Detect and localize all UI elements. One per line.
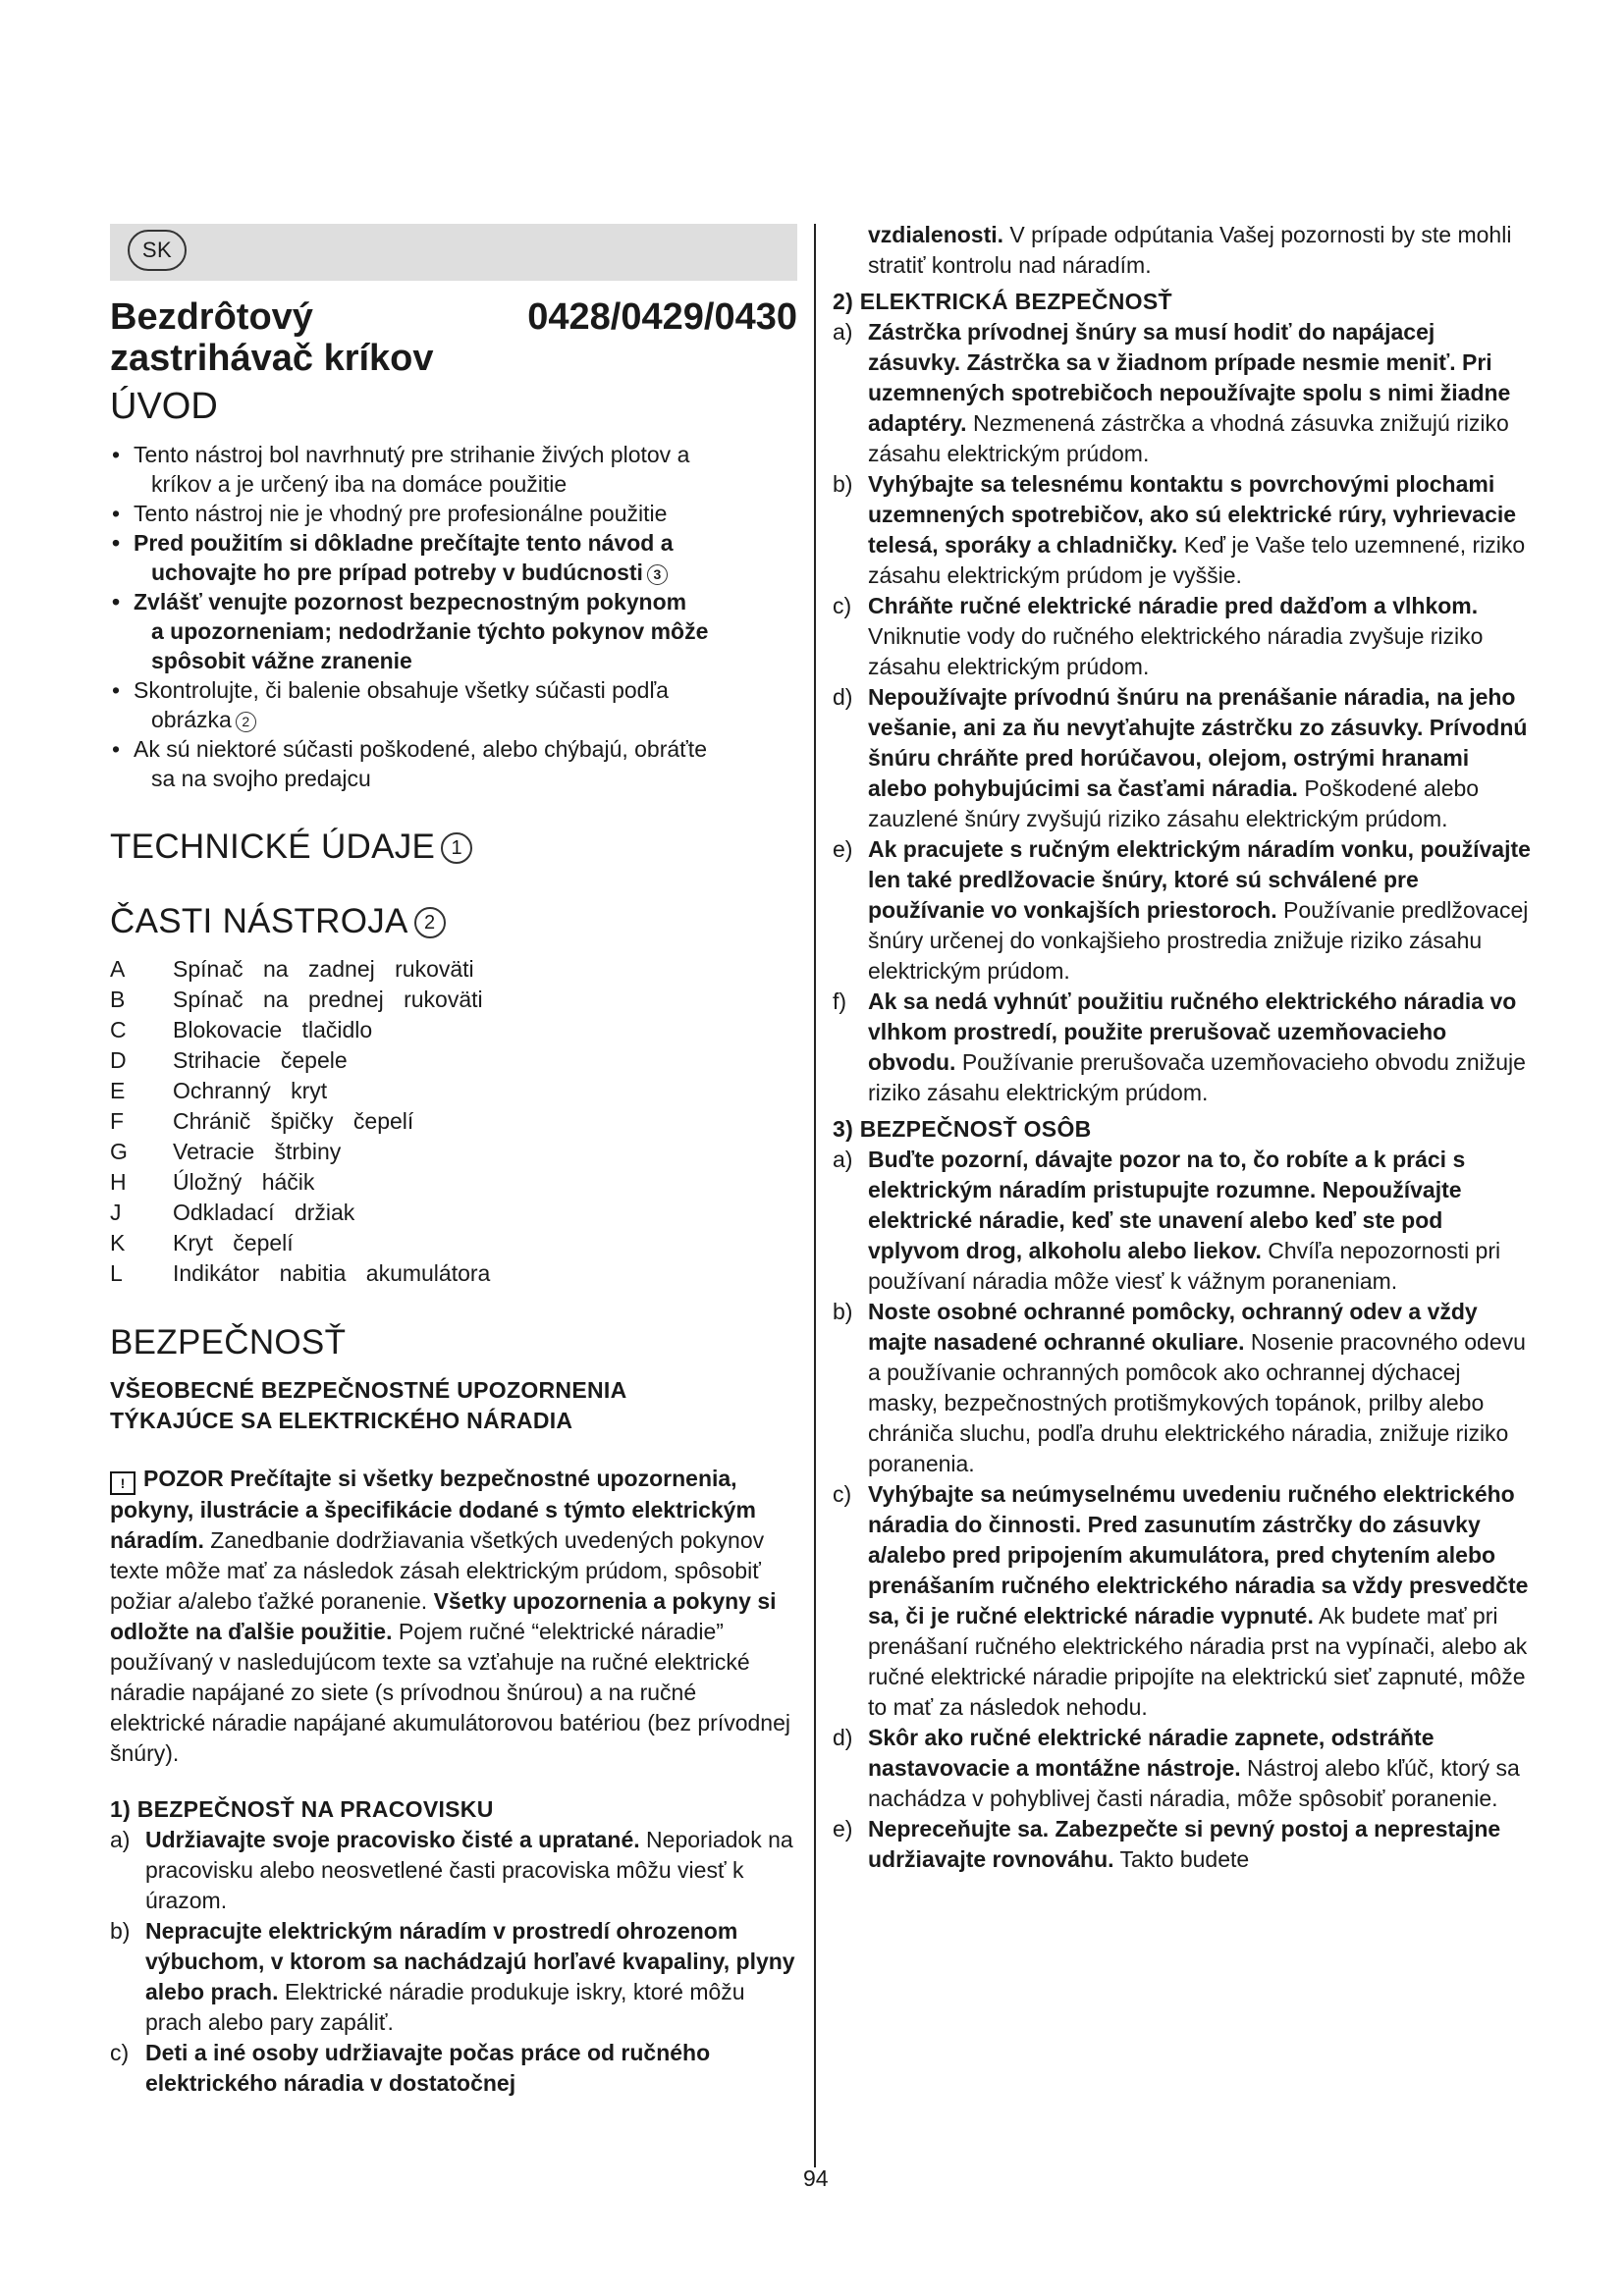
parts-list — [110, 954, 797, 1289]
section-3-heading: 3) BEZPEČNOSŤ OSÔB — [833, 1116, 1092, 1142]
parts-list-item: F Chránič špičky čepelí — [110, 1108, 414, 1134]
parts-list-item: E Ochranný kryt — [110, 1078, 328, 1103]
rule-item: f) Ak sa nedá vyhnúť použitiu ručného elektrického náradia vo vlhkom prostredí, použite prerušovač uzemňovacieho obvodu. Používanie prerušovača uzemňovacieho obvodu znižuje riziko zásahu elektrickým prúdom. — [833, 988, 1526, 1105]
warning-paragraph: ! POZOR Prečítajte si všetky bezpečnostné upozornenia, pokyny, ilustrácie a špecifikácie dodané s týmto elektrickým náradím. Zanedbanie dodržiavania všetkých uvedených pokynov texte môže mať za následok zásah elektrickým prúdom, spôsobiť požiar a/alebo ťažké poranenie. Všetky upozornenia a pokyny si odložte na ďalšie použitie. Pojem ručné “elektrické náradie” používaný v nasledujúcom texte sa vzťahuje na ručné elektrické náradie napájané zo siete (s prívodnou šnúrou) a na ručné elektrické náradie napájané akumulátorovou batériou (bez prívodnej šnúry). — [110, 1466, 790, 1766]
title-line-2: zastrihávač kríkov — [110, 338, 434, 379]
rule-item: a) Zástrčka prívodnej šnúry sa musí hodiť do napájacej zásuvky. Zástrčka sa v žiadnom prípade nesmie meniť. Pri uzemnených spotrebičoch nepoužívajte spolu s nimi žiadne adaptéry. Nezmenená zástrčka a vhodná zásuvka znižujú riziko zásahu elektrickým prúdom. — [833, 319, 1511, 466]
intro-list — [110, 440, 797, 793]
intro-item: • Skontrolujte, či balenie obsahuje všetky súčasti podľa obrázka 2 — [110, 675, 797, 734]
rule-item: a) Buďte pozorní, dávajte pozor na to, čo robíte a k práci s elektrickým náradím pristupujte rozumne. Nepoužívajte elektrické náradie, keď ste unavení alebo keď ste pod vplyvom drog, alkoholu alebo liekov. Chvíľa nepozornosti pri používaní náradia môže viesť k vážnym poraneniam. — [833, 1147, 1501, 1294]
intro-item: • Tento nástroj nie je vhodný pre profesionálne použitie — [110, 499, 797, 528]
parts-list-item: J Odkladací držiak — [110, 1200, 355, 1225]
figure-ref-icon: 2 — [414, 907, 446, 938]
figure-ref-icon: 3 — [647, 564, 668, 585]
language-bar — [110, 224, 797, 281]
rule-item: d) Skôr ako ručné elektrické náradie zapnete, odstráňte nastavovacie a montážne nástroje. Nástroj alebo kľúč, ktorý sa nachádza v pohyblivej časti náradia, môže spôsobiť poranenie. — [833, 1725, 1520, 1811]
right-column — [833, 220, 1532, 1875]
figure-ref-icon: 1 — [441, 832, 472, 864]
rule-item: b) Vyhýbajte sa telesnému kontaktu s povrchovými plochami uzemnených spotrebičov, ako sú elektrické rúry, vyhrievacie telesá, sporáky a chladničky. Keď je Vaše telo uzemnené, riziko zásahu elektrickým prúdom je vyššie. — [833, 471, 1526, 588]
parts-list-item: C Blokovacie tlačidlo — [110, 1017, 373, 1042]
title-line-1: Bezdrôtový — [110, 296, 313, 338]
section-2-heading: 2) ELEKTRICKÁ BEZPEČNOSŤ — [833, 289, 1172, 314]
column-divider — [814, 224, 816, 2167]
section-1-heading: 1) BEZPEČNOSŤ NA PRACOVISKU — [110, 1796, 494, 1822]
parts-list-item: D Strihacie čepele — [110, 1047, 348, 1073]
rule-item: e) Nepreceňujte sa. Zabezpečte si pevný postoj a neprestajne udržiavajte rovnováhu. Takto budete — [833, 1816, 1501, 1872]
safety-subheading: VŠEOBECNÉ BEZPEČNOSTNÉ UPOZORNENIA TÝKAJÚCE SA ELEKTRICKÉHO NÁRADIA — [110, 1377, 627, 1433]
intro-item: • Zvlášť venujte pozornost bezpecnostným pokynom a upozorneniam; nedodržanie týchto pokynov môže spôsobit vážne zranenie — [110, 587, 797, 675]
parts-list-item: K Kryt čepelí — [110, 1230, 294, 1255]
intro-item: • Pred použitím si dôkladne prečítajte tento návod a uchovajte ho pre prípad potreby v budúcnosti 3 — [110, 528, 797, 587]
intro-heading: ÚVOD — [110, 386, 218, 427]
intro-item: • Tento nástroj bol navrhnutý pre strihanie živých plotov a kríkov a je určený iba na domáce použitie — [110, 440, 797, 499]
page-number: 94 — [803, 2165, 829, 2191]
rule-item: c) Deti a iné osoby udržiavajte počas práce od ručného elektrického náradia v dostatočnej — [110, 2040, 711, 2096]
rule-continuation: vzdialenosti. V prípade odpútania Vašej pozornosti by ste mohli stratiť kontrolu nad náradím. — [868, 222, 1512, 278]
parts-list-item: B Spínač na prednej rukoväti — [110, 987, 483, 1012]
parts-list-item: G Vetracie štrbiny — [110, 1139, 342, 1164]
product-title — [110, 296, 797, 379]
parts-list-item: A Spínač na zadnej rukoväti — [110, 956, 474, 982]
rule-item: d) Nepoužívajte prívodnú šnúru na prenášanie náradia, na jeho vešanie, ani za ňu nevyťahujte zástrčku zo zásuvky. Prívodnú šnúru chráňte pred horúčavou, olejom, ostrými hranami alebo pohybujúcimi sa časťami náradia. Poškodené alebo zauzlené šnúry zvyšujú riziko zásahu elektrickým prúdom. — [833, 684, 1528, 831]
rule-item: e) Ak pracujete s ručným elektrickým náradím vonku, používajte len také predlžovacie šnúry, ktoré sú schválené pre používanie vo vonkajších priestoroch. Používanie predlžovacej šnúry určenej do vonkajšieho prostredia znižuje riziko zásahu elektrickým prúdom. — [833, 836, 1531, 984]
model-number: 0428/0429/0430 — [527, 296, 797, 338]
figure-ref-icon: 2 — [236, 712, 256, 732]
language-badge: SK — [128, 230, 187, 271]
rule-item: b) Noste osobné ochranné pomôcky, ochranný odev a vždy majte nasadené ochranné okuliare. Nosenie pracovného odevu a používanie ochranných pomôcok ako ochrannej dýchacej masky, bezpečnostných protišmykových topánok, prilby alebo chrániča sluchu, podľa druhu elektrického náradia, znižuje riziko poranenia. — [833, 1299, 1526, 1476]
warning-icon: ! — [110, 1471, 135, 1495]
parts-heading: ČASTI NÁSTROJA 2 — [110, 901, 797, 942]
tech-data-heading: TECHNICKÉ ÚDAJE 1 — [110, 827, 797, 868]
parts-list-item: H Úložný háčik — [110, 1169, 315, 1195]
rule-item: a) Udržiavajte svoje pracovisko čisté a upratané. Neporiadok na pracovisku alebo neosvetlené časti pracoviska môžu viesť k úrazom. — [110, 1827, 793, 1913]
left-column — [110, 224, 797, 2099]
rule-item: c) Vyhýbajte sa neúmyselnému uvedeniu ručného elektrického náradia do činnosti. Pred zasunutím zástrčky do zásuvky a/alebo pred pripojením akumulátora, pred chytením alebo prenášaním ručného elektrického náradia sa vždy presvedčte sa, či je ručné elektrické náradie vypnuté. Ak budete mať pri prenášaní ručného elektrického náradia prst na vypínači, alebo ak ručné elektrické náradie pripojíte na elektrickú sieť zapnuté, môže to mať za následok nehodu. — [833, 1481, 1529, 1720]
safety-heading: BEZPEČNOSŤ — [110, 1323, 347, 1362]
parts-list-item: L Indikátor nabitia akumulátora — [110, 1260, 491, 1286]
rule-item: b) Nepracujte elektrickým náradím v prostredí ohrozenom výbuchom, v ktorom sa nachádzajú horľavé kvapaliny, plyny alebo prach. Elektrické náradie produkuje iskry, ktoré môžu prach alebo pary zapáliť. — [110, 1918, 795, 2035]
rule-item: c) Chráňte ručné elektrické náradie pred dažďom a vlhkom. Vniknutie vody do ručného elektrického náradia zvyšuje riziko zásahu elektrickým prúdom. — [833, 593, 1484, 679]
intro-item: • Ak sú niektoré súčasti poškodené, alebo chýbajú, obráťte sa na svojho predajcu — [110, 734, 797, 793]
